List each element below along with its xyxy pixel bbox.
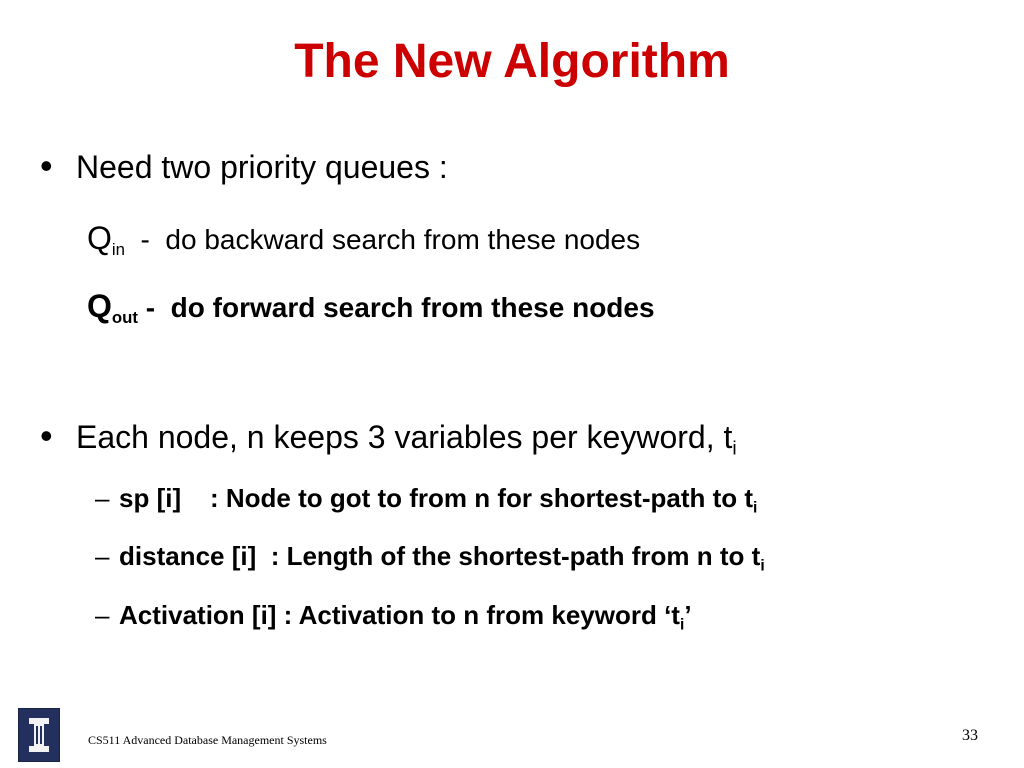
bullet-text: Need two priority queues : <box>76 149 448 185</box>
subitem-subscript: i <box>679 616 685 634</box>
subitem-suffix: ’ <box>684 600 692 630</box>
bullet-priority-queues <box>40 145 448 186</box>
subitem-subscript: i <box>753 499 758 517</box>
subitem-subscript: i <box>760 557 765 575</box>
dash-marker: – <box>95 600 110 630</box>
subitem-text: distance [i] : Length of the shortest-path from n to t <box>119 541 761 571</box>
course-footer: CS511 Advanced Database Management Systems <box>88 733 327 747</box>
subitem-text: sp [i] : Node to got to from n for shortest-path to t <box>119 483 754 513</box>
university-logo-icon <box>18 708 60 762</box>
q-out-symbol: Q <box>87 288 112 324</box>
q-in-text: do backward search from these nodes <box>165 224 641 255</box>
q-out-text: do forward search from these nodes <box>170 292 655 323</box>
dash-marker: – <box>95 483 110 513</box>
subitem-activation <box>95 600 692 634</box>
subitem-sp <box>95 483 758 517</box>
q-in-subscript: in <box>111 239 125 259</box>
bullet-text: Each node, n keeps 3 variables per keyword, t <box>76 419 733 455</box>
q-in-symbol: Q <box>87 220 112 256</box>
slide-title: The New Algorithm <box>294 35 730 88</box>
bullet-subscript: i <box>732 438 737 460</box>
q-in-separator: - <box>124 224 166 255</box>
bullet-marker: • <box>40 415 53 456</box>
q-out-subscript: out <box>111 307 138 327</box>
q-out-line <box>87 288 655 327</box>
q-out-separator: - <box>137 292 171 323</box>
block-i-icon <box>19 709 59 761</box>
dash-marker: – <box>95 541 110 571</box>
q-in-line <box>87 220 641 259</box>
page-number: 33 <box>962 727 978 744</box>
subitem-distance <box>95 541 765 575</box>
bullet-marker: • <box>40 145 53 186</box>
subitem-text: Activation [i] : Activation to n from keyword ‘t <box>119 600 680 630</box>
bullet-node-variables <box>40 415 737 460</box>
